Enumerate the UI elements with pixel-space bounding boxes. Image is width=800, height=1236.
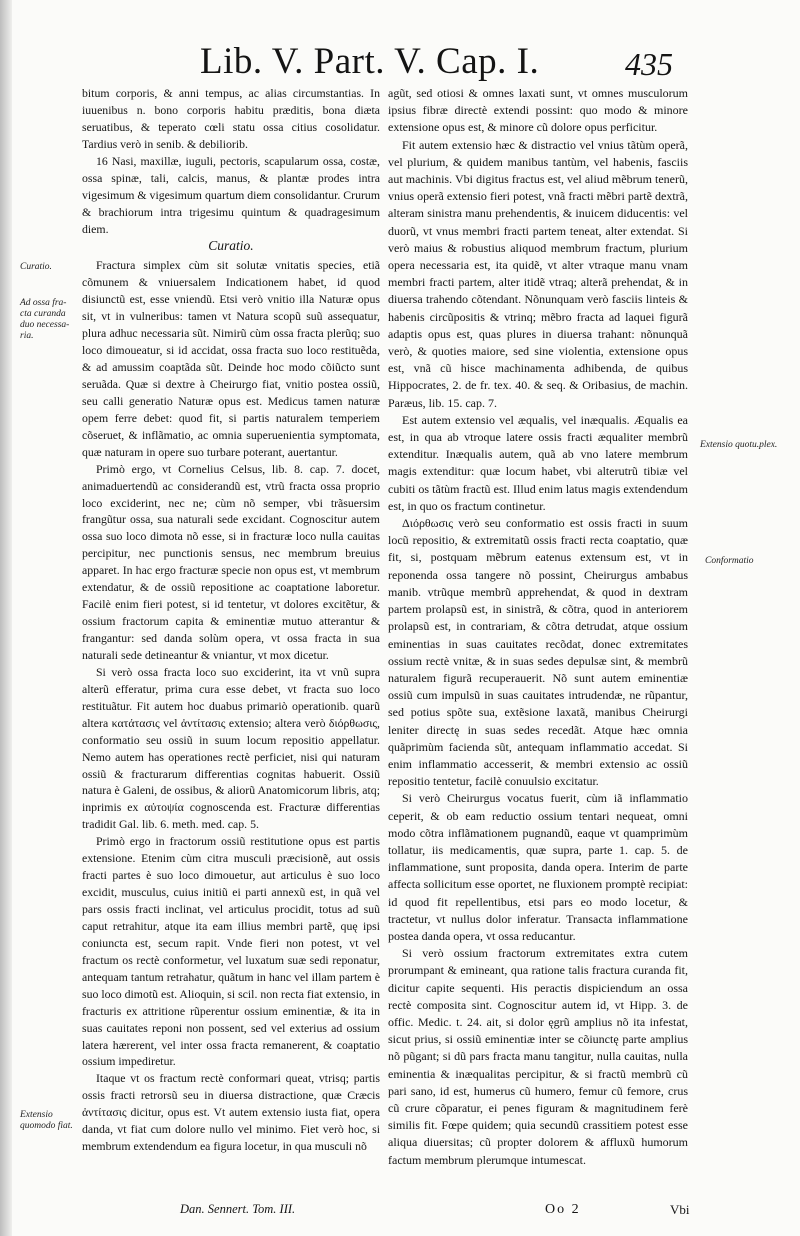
- left-column: [82, 85, 380, 1155]
- running-header: [200, 40, 760, 90]
- paragraph: Primò ergo in fractorum ossiũ restitutione opus est partis extensione. Etenim cùm citra musculi præcisionẽ, aut ossis fracti partes è suo loco dimouetur, aut articulus è suo loco excidit, musculus, cuius initiũ ei parti annexũ est, in quã vel pars ossis fracti inclinat, vel articulus procidit, totus ad suũ caput retrahitur, atque ita eam illius membri partẽ, quę ipsi coniuncta est, secum rapit. Vnde fieri non potest, vt vel fractum os rectè conformetur, vel luxatum suæ sedi reponatur, antequam tantum retrahatur, quãtum in hanc vel illam partem è suo loco dimotũ est. Alioquin, si scil. non recta fiat extensio, in fracturis ex attritione rũperentur ossium eminentiæ, & ita in suas cauitates reponi non possent, sed vel exterius ad ossium latera hærerent, vel inter ossa fracta remanerent, & coaptatio ossium impediretur.: [82, 834, 380, 1069]
- margin-note-conformatio: Conformatio: [705, 556, 754, 566]
- catchword: Vbi: [670, 1202, 690, 1217]
- paragraph: 16 Nasi, maxillæ, iuguli, pectoris, scapularum ossa, costæ, ossa spinæ, tali, calcis, manus, & plantæ prodes intra vigesimum & vigesimum quartum diem consolidantur. Crurum & brachiorum intra trigesimu quintum & quadragesimum diem.: [82, 153, 380, 236]
- right-column: [388, 85, 688, 1169]
- paragraph: agũt, sed otiosi & omnes laxati sunt, vt omnes musculorum ipsius fibræ directè extendi possint: quo modo & minore extensione opus est, & minore cũ dolore opus perficitur.: [388, 86, 688, 135]
- running-foot: Dan. Sennert. Tom. III.: [180, 1202, 296, 1216]
- paragraph: Fit autem extensio hæc & distractio vel vnius tãtùm operã, vel plurium, & quidem manibus tantùm, vel habenis, fasciis aut machinis. Vbi digitus fractus est, vel aliud mẽbrum tenerũ, vnius operã extensio fieri potest, vnã fracti mẽbri partẽ dextrã, alteram sinistra manu prehendentis, & inuicem diducentis: vel duorũ, vt vnus membri fracti partem teneat, alter extendat. Si verò maius & robustius aliquod membrum fractum, plurium opera necessaria est, ita quidẽ, vt alter vtraque manu vnam membri fracti partem, alter itidẽ vtraq; alterã prehendat, & in diuersa trahendo cõtendant. Nõnunquam verò fasciis linteis & habenis circũpositis & vtrinq; mẽbro fracta ad laquei figurã adaptis opus est, quas plures in diuersa trahant: nõnunquã verò, & quoties maiore, sed sine violentia, extensione opus est, vnã cũ hisce machinamenta adhibenda, de quibus Hippocrates, 2. de fr. tex. 40. & seq. & Oribasius, de machin. Paræus, lib. 15. cap. 7.: [388, 137, 688, 410]
- paragraph: bitum corporis, & anni tempus, ac alias circumstantias. In iuuenibus n. bono corporis habitu præditis, bona diæta seruatibus, & teperato cœli statu ossa citius cosolidatur. Tardius verò in senib. & debiliorib.: [82, 86, 380, 151]
- margin-note-ad-ossa: Ad ossa fra-cta curanda duo necessa-ria.: [20, 298, 70, 341]
- running-title: Lib. V. Part. V. Cap. I.: [200, 41, 540, 82]
- margin-note-extensio-quotuplex: Extensio quotu.plex.: [700, 440, 778, 450]
- margin-note-extensio-modo: Extensio quomodo fiat.: [20, 1110, 73, 1131]
- margin-note-curatio: Curatio.: [20, 262, 52, 272]
- page-number: 435: [625, 46, 673, 82]
- paragraph: Primò ergo, vt Cornelius Celsus, lib. 8. cap. 7. docet, animaduertendũ ac considerandũ est, vtrũ fracta ossa proprio loco exciderint, nec ne; cùm nõ semper, vbi trãsuersim frangũtur ossa, sua naturali sede excidant. Cognoscitur autem ossa suo loco dimota nõ esse, si in fracturæ loco nulla cauitas percipitur, nec punctionis sensus, nec membrum breuius apparet. In hac ergo fracturæ specie non opus est, vt membrum extendatur, & de ossiũ repositione ac coaptatione laboretur. Facilè enim fieri potest, si id tentetur, vt dolores excitẽtur, & ossium fractorum capita & eminentiæ mutuo atterantur & frangantur: sed danda solùm opera, vt ossa fracta in sua naturali sede detineantur & vniantur, vt mox dicetur.: [82, 461, 380, 662]
- paragraph: Si verò Cheirurgus vocatus fuerit, cùm iã inflammatio ceperit, & ob eam reductio ossium tentari nequeat, omni modo cõtra inflãmationem pugnandũ, eaque vt quamprimùm tollatur, iis medicamentis, quæ supra, parte 1. cap. 5. de inflammatione, sunt proposita, danda opera. Interim de parte affecta sollicitum esse oportet, ne fluxionem promptè recipiat: id quod fit repellentibus, etsi pars eo modo locetur, & tractetur, vt nullus dolor inferatur. Transacta inflammatione postea danda opera, vt ossa reducantur.: [388, 791, 688, 943]
- paragraph: Fractura simplex cùm sit solutæ vnitatis species, etiã cõmunem & vniuersalem Indicationem habet, id quod disiunctũ est, esse vniendũ. Etsi verò vnitio illa Naturæ opus sit, vt in vulneribus: tamen vt Natura scopũ suũ assequatur, plura adhuc necessaria sũt. Nimirũ cùm ossa fracta plerũq; suo loco dimoueatur, si id accidat, ossa fracta suo loco restituẽda, & ad amussim coaptãda sũt. Deinde hoc modo cõiũcto sunt seruãda. Quæ si dextre à Cheirurgo fiat, vnitio postea ossiũ, seu calli generatio Naturæ opus est. Medicus tamen naturæ opem ferre debet: quod fit, si partis naturalem temperiem cõseruet, & inflãmatio, ac omnia superuenientia symptomata, quæ naturam in opere suo turbare poterant, auertantur.: [82, 258, 380, 459]
- section-heading: Curatio.: [208, 238, 254, 254]
- paragraph: Si verò ossium fractorum extremitates extra cutem prorumpant & emineant, qua ratione talis fractura curanda fit, dicitur capite sequenti. His peractis dispiciendum an ossa rectè composita sint. Cognoscitur autem id, vt Hipp. 3. de offic. Medic. t. 24. ait, si dolor ęgrũ amplius nõ ita infestat, sicut prius, si ossiũ eminentiæ inter se cõiunctę parte amplius nõ pũgant; si dũ pars fracta manu tangitur, nulla cauitas, nulla eminentia & inæqualitas percipitur, & si fractũ membrũ cũ pari sano, id est, humerus cũ humero, femur cũ femore, crus cũ crure cõparatur, ei penes figuram & magnitudinem ferè similis fit. Fœpe quidem; quia secundũ crassitiem potest esse aliqua diuersitas; cũ propter dolorem & affluxũ humorum factum membrum plerumque intumescat.: [388, 946, 688, 1167]
- signature-mark: Oo 2: [545, 1202, 581, 1217]
- paragraph: Itaque vt os fractum rectè conformari queat, vtrisq; partis ossis fracti retrorsũ seu in diuersa distractione, quæ Cræcis ἀντίτασις dicitur, opus est. Vt autem extensio iusta fiat, opera danda, vt fiat cum dolore nullo vel minimo. Fiet verò hoc, si membrum extendendum ea figura locetur, in qua musculi nõ: [82, 1071, 380, 1154]
- paragraph: Si verò ossa fracta loco suo exciderint, ita vt vnũ supra alterũ efferatur, prima cura esse debet, vt fracta suo loco restituãtur. Fit autem hoc duabus primariò operationib. quarũ altera κατάτασις vel ἀντίτασις extensio; altera verò διόρθωσις, conformatio seu ossiũ in suum locum repositio appellatur. Nemo autem has operationes rectè perficiet, nisi qui naturam ossiũ & fracturarum differentias cognitas habuerit. Ossiũ natura è Galeni, de ossibus, & aliorũ Anatomicorum libris, atq; inprimis ex αὐτοψία cognoscenda est. Fracturæ differentias tradidit Gal. lib. 6. meth. med. cap. 5.: [82, 664, 380, 832]
- paragraph: Διόρθωσις verò seu conformatio est ossis fracti in suum locũ repositio, & extremitatũ ossis fracti recta coaptatio, quæ fit, si, postquam mẽbrum eatenus extensum est, vt in reponenda ossa tangere nõ possint, Cheirurgus ambabus manib. vtrũque membrũ apprehendat, & quod in dextram partem prolapsũ est, in sinistrã, & cõtra, quod in anteriorem prolapsũ est, in contrariam, & cõtra detrudat, atque ossium eminentias in suas cauitates recõdat, donec extremitates ossium rectè vnitæ, & in suas sedes depulsæ sint, & membrũ naturalem figurã recuperauerit. Nõ sunt autem eminentiæ ossiũ cum impulsũ in suas cauitates intrudendæ, ne rũpantur, sed potius spõte sua, extẽsione laxatã, manibus Cheirurgi leniter directę in suas sedes recedãt. Atque hæc omnia quãprimùm facienda sũt, antequam inflammatio accedat. Si enim inflammatio accesserit, & membri extensio ac ossiũ repositio tentetur, facilè conuulsio excitatur.: [388, 516, 688, 789]
- page-gutter-shadow: [0, 0, 12, 1236]
- paragraph: Est autem extensio vel æqualis, vel inæqualis. Æqualis ea est, in qua ab vtroque latere ossis fracti æqualiter membrũ extenditur. Inæqualis autem, quã ab vno latere membrum magis extenditur: quæ locum habet, vbi alterutrũ tibiæ vel cubiti os tãtùm fractũ est. Illud enim latus magis extendendum est, in quo os fractum continetur.: [388, 412, 688, 513]
